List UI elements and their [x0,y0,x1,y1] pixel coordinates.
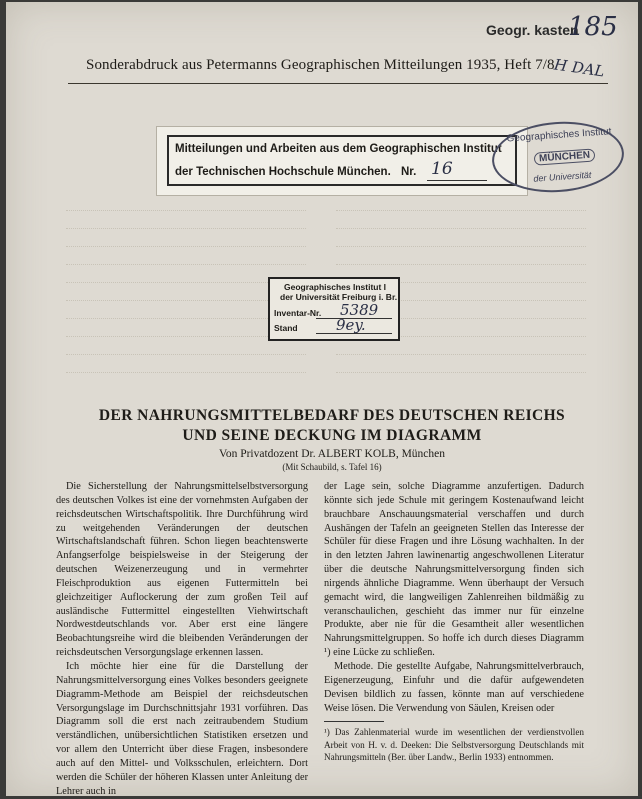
footnote: ¹) Das Zahlenmaterial wurde im wesentlichen der verdienstvollen Arbeit von H. v. d. Deeken: Die Selbstversorgung Deutschlands mit Nahrungsmitteln (Ber. über Landw., Berlin 1933) entnommen. [324,727,584,763]
article-subbyline: (Mit Schaubild, s. Tafel 16) [282,462,382,472]
inventory-stamp [268,277,400,341]
oval-stamp-line3: der Universität [533,169,592,184]
institute-label-line2: der Technischen Hochschule München. [175,166,391,178]
stand-value: 9ey. [336,316,366,334]
article-column-right [324,480,584,764]
oval-stamp-line2: MÜNCHEN [534,148,596,165]
document-page [6,2,638,796]
archive-box-label: Geogr. kasten [486,22,579,38]
stand-line [316,333,392,334]
inventory-stamp-line2: der Universität Freiburg i. Br. [280,292,398,302]
right-paragraph-2: Methode. Die gestellte Aufgabe, Nahrungsmittelverbrauch, Eigenerzeugung, Einfuhr und die dafür aufgewendeten Devisen bildlich zu fassen, könnte man auf verschiedene Weise lösen. Die Verwendung von Säulen, Kreisen oder [324,660,584,714]
stand-label: Stand [274,323,298,333]
handwritten-mark: H DAL [552,55,606,81]
left-paragraph-2: Ich möchte hier eine für die Darstellung der Nahrungsmittelversorgung eines Volkes besonders geeignete Diagramm-Methode am Beispiel der reichsdeutschen Versorgungslage im Durchschnittsjahr 1931 vorführen. Das Diagramm soll die erst nach zeitraubendem Studium verständlichen, unübersichtlichen Statistiken ersetzen und vor allem den Unterricht über diese Fragen, insbesondere auch auf den Mittel- und Volksschulen, erleichtern. Dort werden die Schüler der höheren Klassen unter Anleitung der Lehrer auch in [56,660,308,797]
inventory-number-value: 5389 [340,301,379,319]
institute-label [156,126,528,196]
offprint-header: Sonderabdruck aus Petermanns Geographischen Mitteilungen 1935, Heft 7/8 [86,57,555,73]
article-byline: Von Privatdozent Dr. ALBERT KOLB, München [219,448,445,460]
institute-label-nr-value: 16 [431,159,453,179]
institute-label-nr-line [427,180,487,181]
institute-label-line1: Mitteilungen und Arbeiten aus dem Geographischen Institut [175,143,502,155]
article-title-line1: DER NAHRUNGSMITTELBEDARF DES DEUTSCHEN REICHS [98,407,566,424]
inventory-number-label: Inventar-Nr. [274,308,322,318]
oval-stamp-line1: Geographisches Institut [506,126,612,145]
article-column-left [56,480,308,798]
footnote-rule [324,721,384,722]
institute-label-frame [167,135,517,186]
archive-box-number: 185 [568,12,618,42]
header-rule [68,83,608,84]
article-title-line2: UND SEINE DECKUNG IM DIAGRAMM [182,427,482,444]
right-paragraph-1: der Lage sein, solche Diagramme anzufertigen. Dadurch könnte sich jede Schule mit geringem Kostenaufwand leicht brauchbare Anschauungsmaterial verschaffen und durch Aushängen der Tafeln an geeigneten Stellen das Interesse der Schüler für diese Fragen und ihre Lösung wachhalten. In der in den letzten Jahren lawinenartig angeschwollenen Literatur über die deutsche Nahrungsmittelversorgung finden sich nirgends ähnliche Diagramme. Wenn überhaupt der Versuch gemacht wird, die langweiligen Zahlenreihen bildmäßig zu veranschaulichen, geschieht das immer nur für einzelne Produkte, aber nie für die Gesamtheit aller wesentlichen Nahrungsmittelgruppen. So hoffe ich durch dieses Diagramm ¹) eine Lücke zu schließen. [324,481,584,659]
left-paragraph-1: Die Sicherstellung der Nahrungsmittelselbstversorgung des deutschen Volkes ist eine der vornehmsten Aufgaben der reichsdeutschen Wirtschaftspolitik. Ihre Durchführung wird zu weitgehenden Veränderungen der deutschen Wirtschaftslandschaft führen. Schon liegen beachtenswerte Anfangserfolge beispielsweise in der Steigerung der deutschen Weizenerzeugung und in vermehrter Fleischproduktion aus eigenen Futtermitteln bei gleichzeitiger Auflockerung der zum großen Teil auf ausländische Futtermittel eingestellten Viehwirtschaft Nordwestdeutschlands vor. Aber erst eine längere Beobachtungsreihe wird die bleibenden Veränderungen der reichsdeutschen Versorgungslage erkennen lassen. [56,481,308,659]
institute-label-nr: Nr. [401,166,417,178]
inventory-stamp-line1: Geographisches Institut I [284,282,387,292]
